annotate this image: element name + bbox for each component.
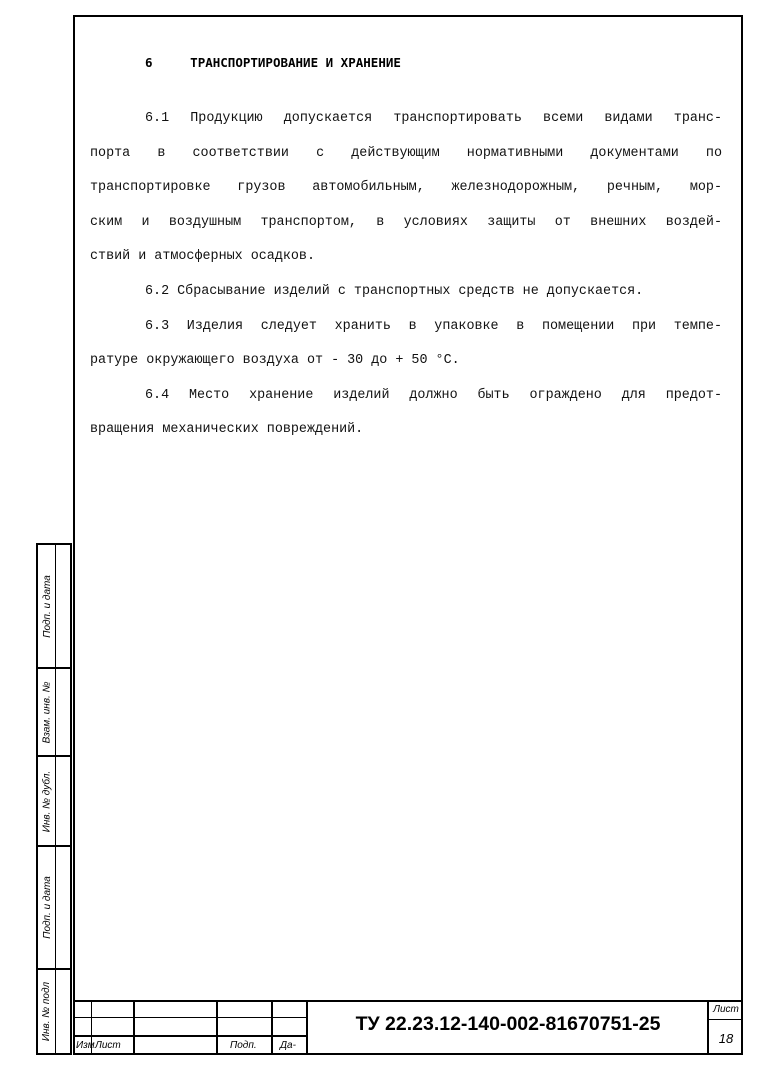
paragraph-6-2	[90, 275, 722, 310]
sheet-label: Лист	[713, 1004, 739, 1015]
col-label-date: Да-	[280, 1040, 296, 1051]
side-label-replace-inv: Взам. инв. №	[41, 681, 53, 743]
document-code: ТУ 22.23.12-140-002-81670751-25	[355, 1013, 661, 1035]
col-label-signature: Подп.	[230, 1040, 257, 1051]
section-heading	[145, 55, 401, 70]
col-label-sheet: Лист	[95, 1040, 121, 1051]
text-line: ствий и атмосферных осадков.	[90, 249, 315, 265]
sheet-number: 18	[718, 1031, 734, 1046]
side-label-sign-date-2: Подп. и дата	[41, 876, 53, 939]
text-line: вращения механических повреждений.	[90, 422, 364, 438]
text-line: 6.1 Продукцию допускается транспортировать всеми видами транс-	[145, 111, 722, 126]
side-label-dup-inv: Инв. № дубл.	[41, 770, 53, 832]
paragraph-6-4	[90, 379, 722, 448]
side-label-sign-date: Подп. и дата	[41, 574, 53, 638]
side-stamp-strip	[36, 543, 72, 1055]
text-line: 6.2 Сбрасывание изделий с транспортных средств не допускается.	[145, 283, 644, 299]
col-label-change: Изм	[76, 1040, 95, 1051]
text-line: ским и воздушным транспортом, в условиях защиты от внешних воздей-	[90, 214, 722, 230]
text-line: транспортировке грузов автомобильным, железнодорожным, речным, мор-	[90, 180, 722, 196]
title-block	[73, 1000, 743, 1055]
text-line: порта в соответствии с действующим нормативными документами по	[90, 145, 722, 161]
side-label-orig-inv: Инв. № подл	[41, 981, 53, 1042]
document-body	[90, 102, 722, 448]
section-number: 6	[145, 55, 153, 70]
section-title: ТРАНСПОРТИРОВАНИЕ И ХРАНЕНИЕ	[190, 55, 401, 70]
text-line: ратуре окружающего воздуха от - 30 до + 50 °С.	[90, 353, 460, 369]
text-line: 6.4 Место хранение изделий должно быть ограждено для предот-	[145, 387, 722, 403]
paragraph-6-3	[90, 310, 722, 379]
text-line: 6.3 Изделия следует хранить в упаковке в помещении при темпе-	[145, 318, 722, 334]
paragraph-6-1	[90, 102, 722, 275]
